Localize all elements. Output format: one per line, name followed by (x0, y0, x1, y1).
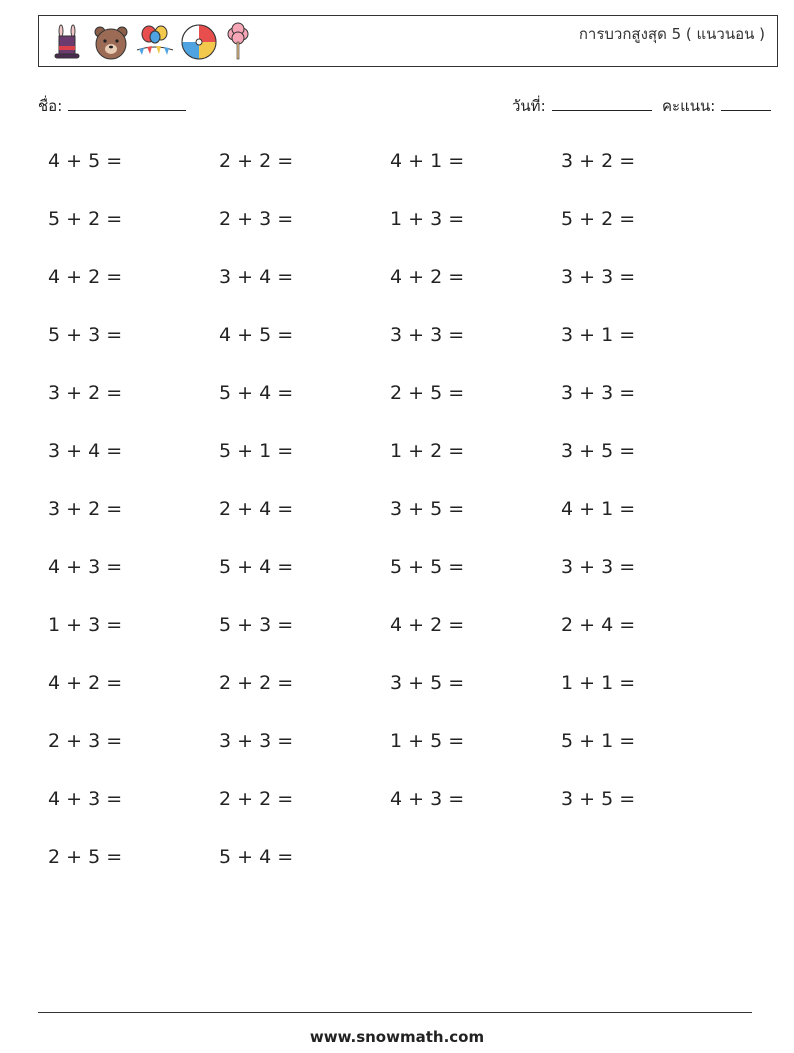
magic-hat-icon (47, 22, 87, 62)
score-label: คะแนน: (662, 97, 716, 115)
cotton-candy-icon (223, 22, 253, 62)
problem-item: 3 + 1 = (561, 324, 636, 346)
problem-item: 4 + 2 = (390, 266, 465, 288)
problem-item: 2 + 4 = (561, 614, 636, 636)
worksheet-title: การบวกสูงสุด 5 ( แนวนอน ) (578, 25, 765, 43)
problem-item: 2 + 2 = (219, 150, 294, 172)
problem-item: 2 + 5 = (48, 846, 123, 868)
problem-item: 1 + 3 = (48, 614, 123, 636)
header-icons (47, 21, 253, 63)
problem-item: 3 + 5 = (561, 440, 636, 462)
name-field[interactable] (38, 94, 186, 118)
problem-item: 3 + 3 = (561, 556, 636, 578)
problem-item: 3 + 4 = (219, 266, 294, 288)
date-label: วันที่: (512, 97, 546, 115)
problem-item: 5 + 4 = (219, 556, 294, 578)
name-line[interactable] (68, 96, 186, 111)
problem-item: 5 + 4 = (219, 382, 294, 404)
bear-icon (91, 22, 131, 62)
problem-item: 2 + 2 = (219, 672, 294, 694)
problem-item: 5 + 3 = (48, 324, 123, 346)
problem-item: 3 + 2 = (48, 382, 123, 404)
problem-item: 5 + 2 = (48, 208, 123, 230)
beach-ball-icon (179, 22, 219, 62)
problem-item: 2 + 4 = (219, 498, 294, 520)
problem-item: 1 + 3 = (390, 208, 465, 230)
problem-item: 4 + 2 = (48, 266, 123, 288)
problem-item: 4 + 1 = (561, 498, 636, 520)
problem-item: 3 + 3 = (561, 266, 636, 288)
problem-item: 3 + 3 = (390, 324, 465, 346)
problem-item: 4 + 2 = (390, 614, 465, 636)
problem-item: 5 + 2 = (561, 208, 636, 230)
problem-item: 2 + 3 = (48, 730, 123, 752)
problem-item: 3 + 3 = (219, 730, 294, 752)
problem-item: 5 + 1 = (219, 440, 294, 462)
problem-item: 3 + 3 = (561, 382, 636, 404)
problem-item: 2 + 5 = (390, 382, 465, 404)
problem-item: 1 + 2 = (390, 440, 465, 462)
problem-item: 4 + 3 = (48, 788, 123, 810)
problem-item: 1 + 5 = (390, 730, 465, 752)
problem-item: 4 + 2 = (48, 672, 123, 694)
problem-item: 3 + 2 = (48, 498, 123, 520)
problem-item: 2 + 3 = (219, 208, 294, 230)
problem-item: 4 + 5 = (48, 150, 123, 172)
header-box (38, 15, 778, 67)
problem-item: 3 + 2 = (561, 150, 636, 172)
balloons-bunting-icon (135, 22, 175, 62)
problem-item: 4 + 5 = (219, 324, 294, 346)
problem-item: 5 + 5 = (390, 556, 465, 578)
problem-item: 3 + 5 = (561, 788, 636, 810)
date-field[interactable] (512, 94, 652, 118)
footer-divider (38, 1012, 752, 1013)
score-field[interactable] (662, 94, 771, 118)
problem-item: 3 + 5 = (390, 498, 465, 520)
problem-item: 4 + 3 = (48, 556, 123, 578)
problem-grid (48, 146, 732, 900)
date-line[interactable] (552, 96, 652, 111)
problem-item: 3 + 4 = (48, 440, 123, 462)
problem-item: 2 + 2 = (219, 788, 294, 810)
problem-item: 5 + 1 = (561, 730, 636, 752)
score-line[interactable] (721, 96, 771, 111)
name-label: ชื่อ: (38, 97, 63, 115)
problem-item: 1 + 1 = (561, 672, 636, 694)
problem-item: 3 + 5 = (390, 672, 465, 694)
problem-item: 4 + 3 = (390, 788, 465, 810)
problem-item: 5 + 4 = (219, 846, 294, 868)
footer-website[interactable]: www.snowmath.com (309, 1028, 485, 1046)
problem-item: 5 + 3 = (219, 614, 294, 636)
problem-item: 4 + 1 = (390, 150, 465, 172)
